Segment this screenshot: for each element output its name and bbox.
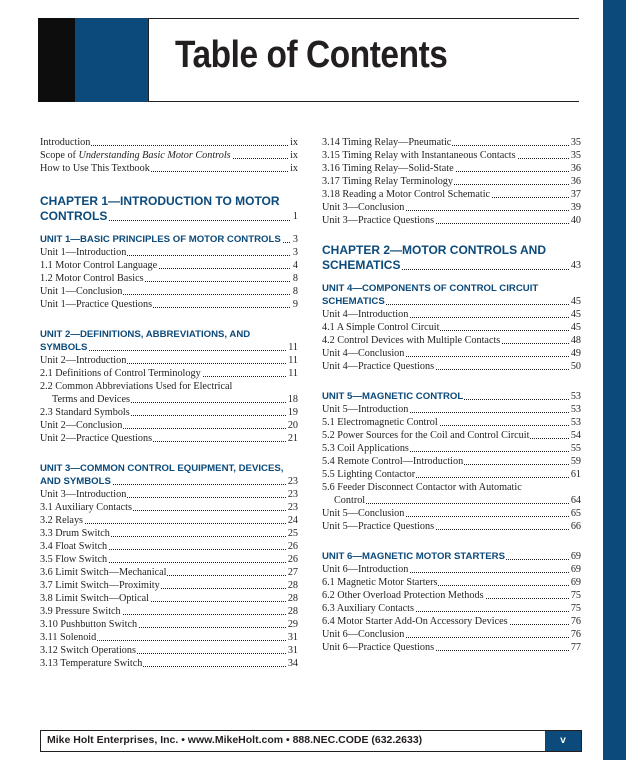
toc-entry[interactable]: 3.5 Flow Switch 26 <box>40 554 298 565</box>
toc-entry[interactable]: 3.3 Drum Switch 25 <box>40 528 298 539</box>
unit-6-heading[interactable]: UNIT 6—MAGNETIC MOTOR STARTERS 69 <box>322 551 581 562</box>
unit-3-heading[interactable]: UNIT 3—COMMON CONTROL EQUIPMENT, DEVICES, AND SYMBOLS 23 <box>40 463 298 487</box>
header-blue-block <box>75 18 148 102</box>
chapter-2-heading[interactable]: CHAPTER 2—MOTOR CONTROLS AND SCHEMATICS 43 <box>322 243 581 272</box>
toc-entry[interactable]: Unit 5—Conclusion 65 <box>322 508 581 519</box>
footer-publisher-info: Mike Holt Enterprises, Inc. • www.MikeHolt.com • 888.NEC.CODE (632.2633) <box>47 734 423 746</box>
toc-left-column <box>40 136 298 670</box>
chapter-1-heading[interactable]: CHAPTER 1—INTRODUCTION TO MOTOR CONTROLS 1 <box>40 194 298 223</box>
toc-entry[interactable]: Introduction ix <box>40 137 298 148</box>
toc-entry[interactable]: 3.16 Timing Relay—Solid-State 36 <box>322 163 581 174</box>
toc-entry[interactable]: 3.10 Pushbutton Switch 29 <box>40 619 298 630</box>
toc-entry[interactable]: Unit 1—Conclusion 8 <box>40 286 298 297</box>
toc-entry[interactable]: 3.7 Limit Switch—Proximity 28 <box>40 580 298 591</box>
toc-entry[interactable]: Unit 5—Practice Questions 66 <box>322 521 581 532</box>
page-footer <box>40 730 582 752</box>
toc-entry[interactable]: Scope of Understanding Basic Motor Controls ix <box>40 150 298 161</box>
toc-entry[interactable]: 4.1 A Simple Control Circuit 45 <box>322 322 581 333</box>
toc-entry[interactable]: Unit 1—Practice Questions 9 <box>40 299 298 310</box>
toc-entry[interactable]: Unit 5—Introduction 53 <box>322 404 581 415</box>
unit-1-items <box>40 246 298 311</box>
toc-entry[interactable]: 1.1 Motor Control Language 4 <box>40 260 298 271</box>
toc-entry[interactable]: Unit 6—Conclusion 76 <box>322 629 581 640</box>
footer-page-number: v <box>545 731 581 751</box>
toc-entry[interactable]: 6.4 Motor Starter Add-On Accessory Devices 76 <box>322 616 581 627</box>
toc-entry[interactable]: 5.5 Lighting Contactor 61 <box>322 469 581 480</box>
toc-entry[interactable]: 2.1 Definitions of Control Terminology 11 <box>40 368 298 379</box>
toc-entry[interactable]: 3.4 Float Switch 26 <box>40 541 298 552</box>
toc-entry[interactable]: Unit 4—Introduction 45 <box>322 309 581 320</box>
toc-entry[interactable]: How to Use This Textbook ix <box>40 163 298 174</box>
toc-entry[interactable]: 6.1 Magnetic Motor Starters 69 <box>322 577 581 588</box>
unit-5-items <box>322 403 581 533</box>
unit-6-items <box>322 563 581 654</box>
toc-entry[interactable]: 5.3 Coil Applications 55 <box>322 443 581 454</box>
unit-2-heading[interactable]: UNIT 2—DEFINITIONS, ABBREVIATIONS, AND SYMBOLS 11 <box>40 329 298 353</box>
toc-entry[interactable]: Unit 6—Practice Questions 77 <box>322 642 581 653</box>
toc-entry[interactable]: 3.13 Temperature Switch 34 <box>40 658 298 669</box>
toc-entry[interactable]: Unit 2—Introduction 11 <box>40 355 298 366</box>
unit-1-heading[interactable]: UNIT 1—BASIC PRINCIPLES OF MOTOR CONTROLS 3 <box>40 234 298 245</box>
right-edge-bar <box>603 0 626 760</box>
unit-2-items <box>40 354 298 445</box>
header-black-block <box>38 18 75 102</box>
toc-entry[interactable]: Unit 3—Introduction 23 <box>40 489 298 500</box>
unit-3-continued-items <box>322 136 581 227</box>
toc-entry[interactable]: 3.11 Solenoid 31 <box>40 632 298 643</box>
unit-4-heading[interactable]: UNIT 4—COMPONENTS OF CONTROL CIRCUIT SCHEMATICS 45 <box>322 283 581 307</box>
toc-entry[interactable]: Unit 3—Conclusion 39 <box>322 202 581 213</box>
toc-entry[interactable]: Unit 2—Conclusion 20 <box>40 420 298 431</box>
unit-5-group <box>322 390 581 403</box>
toc-entry[interactable]: 6.3 Auxiliary Contacts 75 <box>322 603 581 614</box>
unit-3-items <box>40 488 298 670</box>
toc-right-column <box>322 136 581 654</box>
toc-entry[interactable]: 3.14 Timing Relay—Pneumatic 35 <box>322 137 581 148</box>
unit-6-group <box>322 550 581 563</box>
toc-entry[interactable]: Unit 4—Conclusion 49 <box>322 348 581 359</box>
toc-entry[interactable]: Unit 1—Introduction 3 <box>40 247 298 258</box>
toc-entry-wrapped[interactable]: 2.2 Common Abbreviations Used for Electrical Terms and Devices 18 <box>40 381 298 405</box>
toc-entry[interactable]: Unit 4—Practice Questions 50 <box>322 361 581 372</box>
toc-entry[interactable]: 3.1 Auxiliary Contacts 23 <box>40 502 298 513</box>
page-title: Table of Contents <box>175 34 448 76</box>
toc-entry[interactable]: 1.2 Motor Control Basics 8 <box>40 273 298 284</box>
toc-entry[interactable]: 2.3 Standard Symbols 19 <box>40 407 298 418</box>
toc-intro-group <box>40 136 298 175</box>
toc-entry[interactable]: 5.4 Remote Control—Introduction 59 <box>322 456 581 467</box>
toc-entry[interactable]: 3.17 Timing Relay Terminology 36 <box>322 176 581 187</box>
toc-entry[interactable]: 3.9 Pressure Switch 28 <box>40 606 298 617</box>
toc-entry[interactable]: 3.15 Timing Relay with Instantaneous Contacts 35 <box>322 150 581 161</box>
toc-entry[interactable]: Unit 6—Introduction 69 <box>322 564 581 575</box>
unit-4-items <box>322 308 581 373</box>
toc-entry[interactable]: 6.2 Other Overload Protection Methods 75 <box>322 590 581 601</box>
toc-entry[interactable]: Unit 3—Practice Questions 40 <box>322 215 581 226</box>
toc-entry[interactable]: 3.8 Limit Switch—Optical 28 <box>40 593 298 604</box>
toc-entry-wrapped[interactable]: 5.6 Feeder Disconnect Contactor with Automatic Control 64 <box>322 482 581 506</box>
toc-entry[interactable]: 3.12 Switch Operations 31 <box>40 645 298 656</box>
toc-entry[interactable]: 3.18 Reading a Motor Control Schematic 37 <box>322 189 581 200</box>
toc-entry[interactable]: 5.2 Power Sources for the Coil and Control Circuit 54 <box>322 430 581 441</box>
toc-entry[interactable]: 4.2 Control Devices with Multiple Contacts 48 <box>322 335 581 346</box>
unit-1-group <box>40 233 298 246</box>
toc-entry[interactable]: 5.1 Electromagnetic Control 53 <box>322 417 581 428</box>
unit-5-heading[interactable]: UNIT 5—MAGNETIC CONTROL 53 <box>322 391 581 402</box>
toc-entry[interactable]: 3.2 Relays 24 <box>40 515 298 526</box>
toc-entry[interactable]: 3.6 Limit Switch—Mechanical 27 <box>40 567 298 578</box>
toc-entry[interactable]: Unit 2—Practice Questions 21 <box>40 433 298 444</box>
